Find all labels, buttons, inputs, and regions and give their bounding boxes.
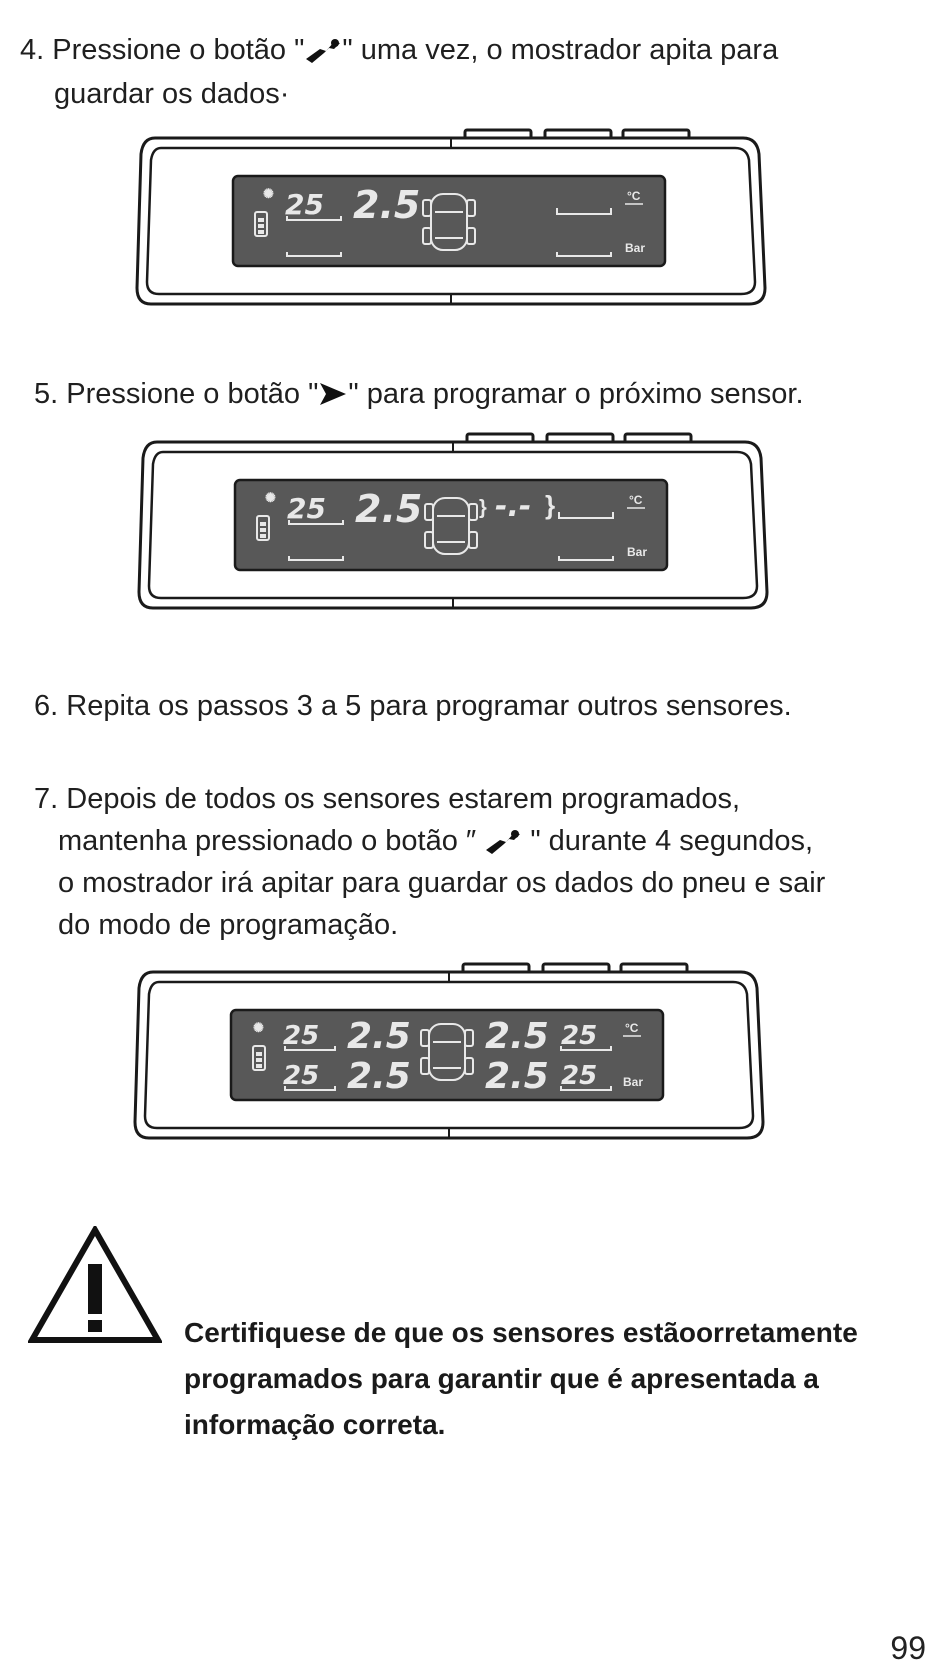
step-text: Depois de todos os sensores estarem programados, xyxy=(66,783,741,815)
front-left-temp: 25 xyxy=(287,492,326,525)
rear-left-temp: 25 xyxy=(283,1061,320,1091)
step-text-line2: guardar os dados· xyxy=(54,78,290,110)
step-text-line2-cont: " durante 4 segundos, xyxy=(530,825,814,857)
step-6 xyxy=(34,684,792,728)
step-number: 5. xyxy=(34,378,59,410)
rear-right-temp: 25 xyxy=(561,1061,598,1091)
wrench-icon xyxy=(484,828,522,854)
step-4 xyxy=(20,28,778,116)
step-number: 4. xyxy=(20,34,45,66)
rear-right-pressure: 2.5 xyxy=(485,1056,549,1097)
warning-line: programados para garantir que é apresentada a xyxy=(184,1363,819,1394)
step-text: Repita os passos 3 a 5 para programar outros sensores. xyxy=(66,690,792,722)
warning-text xyxy=(184,1310,924,1448)
step-number: 6. xyxy=(34,690,59,722)
front-right-pressure: -.- xyxy=(495,489,532,524)
tpms-display-3 xyxy=(133,962,773,1144)
pressure-unit: Bar xyxy=(627,545,648,559)
signal-icon: } xyxy=(545,490,556,520)
step-text-cont: " uma vez, o mostrador apita para xyxy=(342,34,779,66)
front-right-temp: 25 xyxy=(561,1021,598,1051)
pressure-unit: Bar xyxy=(623,1075,644,1089)
wrench-icon xyxy=(304,37,342,63)
page-number: 99 xyxy=(890,1630,926,1666)
arrow-right-icon xyxy=(318,381,348,407)
front-left-pressure: 2.5 xyxy=(353,183,421,227)
warning-triangle-icon xyxy=(28,1226,162,1346)
front-right-pressure: 2.5 xyxy=(485,1016,549,1057)
tpms-display-1 xyxy=(135,128,775,310)
step-text-line4: do modo de programação. xyxy=(58,909,399,941)
step-text-cont: " para programar o próximo sensor. xyxy=(348,378,804,410)
tpms-display-2 xyxy=(137,432,777,614)
step-text-line2: mantenha pressionado o botão ″ xyxy=(58,825,477,857)
temp-unit: °C xyxy=(629,493,643,507)
step-5 xyxy=(34,372,804,416)
front-left-temp: 25 xyxy=(285,188,324,221)
alarm-icon: ✺ xyxy=(253,1020,264,1035)
signal-icon: } xyxy=(479,497,487,519)
step-text: Pressione o botão " xyxy=(66,378,319,410)
pressure-unit: Bar xyxy=(625,241,646,255)
front-left-pressure: 2.5 xyxy=(355,487,423,531)
front-left-pressure: 2.5 xyxy=(347,1016,411,1057)
temp-unit: °C xyxy=(627,189,641,203)
alarm-icon: ✺ xyxy=(263,186,274,201)
step-7 xyxy=(34,778,825,946)
rear-left-pressure: 2.5 xyxy=(347,1056,411,1097)
step-number: 7. xyxy=(34,783,59,815)
step-text-line3: o mostrador irá apitar para guardar os dados do pneu e sair xyxy=(58,867,826,899)
warning-line: informação correta. xyxy=(184,1409,446,1440)
temp-unit: °C xyxy=(625,1021,639,1035)
front-left-temp: 25 xyxy=(283,1021,320,1051)
alarm-icon: ✺ xyxy=(265,490,276,505)
warning-line: Certifiquese de que os sensores estãoorretamente xyxy=(184,1317,858,1348)
step-text: Pressione o botão " xyxy=(52,34,305,66)
